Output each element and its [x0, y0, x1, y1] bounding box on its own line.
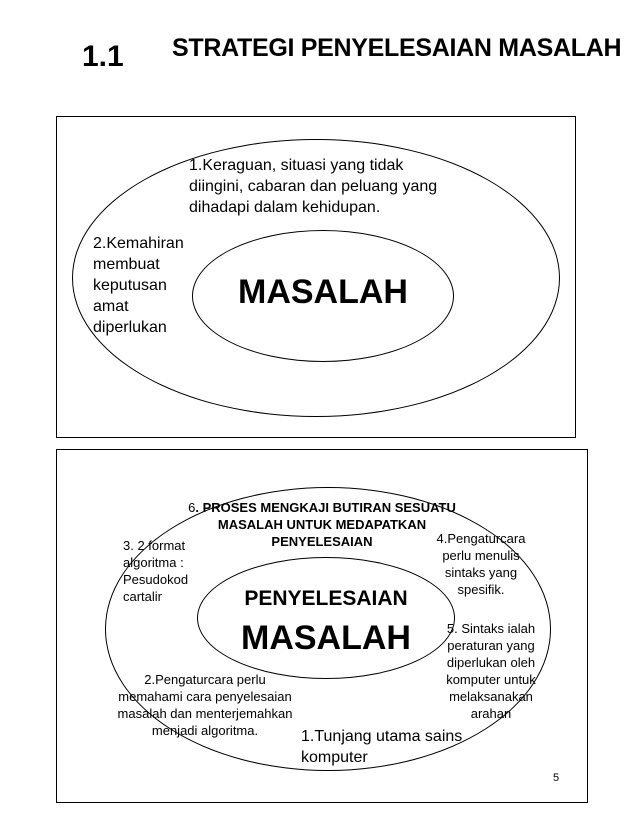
process-line: PENYELESAIAN — [271, 534, 373, 549]
decision-skill-line: amat — [93, 298, 129, 315]
syntax-definition-line: diperlukan oleh — [446, 655, 536, 670]
algorithm-translation-line: memahami cara penyelesaian — [118, 689, 292, 704]
computer-science-pillar-note — [301, 726, 501, 768]
problem-definition: 1.Keraguan, situasi yang tidak diingini, cabaran dan peluang yang dihadapi dalam kehidupan. — [189, 157, 438, 216]
process-number: 6 — [188, 500, 196, 515]
computer-science-pillar-line: 1.Tunjang utama sains — [301, 728, 463, 745]
programmer-syntax-line: perlu menulis — [442, 548, 520, 563]
syntax-definition-line: 5. Sintaks ialah — [446, 621, 536, 636]
syntax-definition-line: arahan — [470, 706, 512, 721]
masalah-center-label: MASALAH — [238, 273, 408, 311]
programmer-syntax-line: sintaks yang — [444, 565, 518, 580]
process-line: MASALAH UNTUK MEDAPATKAN — [217, 517, 427, 532]
decision-skill-line: membuat — [93, 256, 160, 273]
programmer-syntax-line: 4.Pengaturcara — [436, 531, 526, 546]
decision-skill-line: 2.Kemahiran — [93, 235, 184, 252]
algorithm-translation-line: masalah dan menterjemahkan — [117, 706, 293, 721]
algorithm-translation-line: 2.Pengaturcara perlu — [144, 672, 266, 687]
decision-skill-line: keputusan — [93, 277, 167, 294]
page-title: STRATEGI PENYELESAIAN MASALAH — [172, 34, 622, 62]
page-number: 5 — [553, 772, 560, 784]
section-number: 1.1 — [82, 40, 124, 73]
algorithm-format-line: 3. 2 format — [123, 538, 186, 553]
algorithm-translation-line: menjadi algoritma. — [151, 723, 259, 738]
decision-skill-note — [93, 233, 203, 338]
problem-solving-process — [187, 499, 457, 550]
decision-skill-line: diperlukan — [93, 319, 167, 336]
computer-science-pillar-line: komputer — [301, 749, 368, 766]
masalah-label: MASALAH — [241, 619, 411, 657]
syntax-definition-line: melaksanakan — [449, 689, 533, 704]
syntax-definition-line: peraturan yang — [447, 638, 535, 653]
penyelesaian-label: PENYELESAIAN — [244, 587, 408, 610]
algorithm-format-line: cartalir — [123, 589, 163, 604]
algorithm-format-line: Pesudokod — [123, 572, 189, 587]
process-line — [187, 499, 457, 516]
process-text: . PROSES MENGKAJI BUTIRAN SESUATU — [195, 500, 456, 515]
programmer-syntax-line: spesifik. — [457, 582, 505, 597]
penyelesaian-diagram-panel — [56, 449, 588, 803]
masalah-diagram-panel — [56, 116, 576, 438]
algorithm-format-line: algoritma : — [123, 555, 184, 570]
syntax-definition-line: komputer untuk — [446, 672, 536, 687]
algorithm-translation-note — [113, 671, 297, 739]
